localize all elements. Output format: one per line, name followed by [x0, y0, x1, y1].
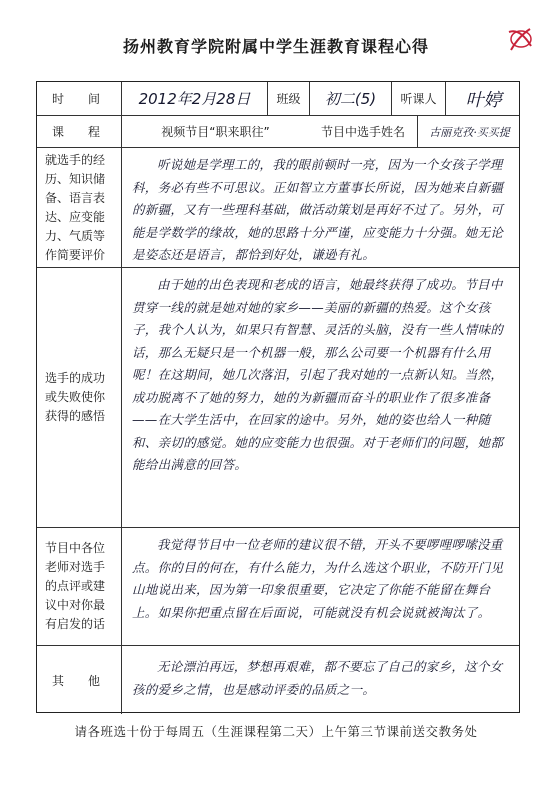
- form-table: [36, 81, 520, 713]
- class-label: 班级: [267, 82, 309, 115]
- listener-value: 叶婷: [445, 82, 521, 115]
- contestant-value: 古丽克孜·买买提: [417, 116, 521, 147]
- time-value: 2012年2月28日: [121, 82, 267, 115]
- course-label: 课 程: [51, 125, 106, 139]
- insight-label: 选手的成功或失败使你获得的感悟: [45, 371, 106, 423]
- advice-area: [121, 528, 521, 645]
- page-title: 扬州教育学院附属中学生涯教育课程心得: [122, 37, 429, 56]
- insight-text: 由于她的出色表现和老成的语言，她最终获得了成功。节目中贯穿一线的就是她对她的家乡——美丽的新疆的热爱。这个女孩子，我个人认为，如果只有智慧、灵活的头脑，没有一些人情味的话，那么无疑只是一个机器一般，那么公司要一个机器有什么用呢！在这期间，她几次落泪，引起了我对她的一点新认知。当然，成功脱离不了她的努力，她的为新疆而奋斗的职业作了很多准备——在大学生活中，在回家的途中。另外，她的姿也给人一种随和、亲切的感觉。她的应变能力也很强。对于老师们的问题，她都能给出满意的回答。: [132, 277, 504, 472]
- footer-note: 请各班选十份于每周五（生涯课程第二天）上午第三节课前送交教务处: [74, 724, 478, 739]
- header-row: [37, 82, 519, 116]
- class-value: 初二(5): [309, 82, 391, 115]
- listener-label: 听课人: [391, 82, 445, 115]
- contestant-label: 节目中选手姓名: [320, 125, 405, 139]
- advice-section: [37, 528, 519, 646]
- course-row: [37, 116, 519, 148]
- other-area: [121, 646, 521, 714]
- advice-text: 我觉得节目中一位老师的建议很不错，开头不要啰哩啰嗦没重点。你的目的何在，有什么能力，为什么选这个职业，不防开门见山地说出来，因为第一印象很重要，它决定了你能不能留在舞台上。如果你把重点留在后面说，可能就没有机会说就被淘汰了。: [132, 537, 504, 620]
- evaluation-area: [121, 148, 521, 267]
- time-label: 时 间: [51, 92, 106, 106]
- other-text: 无论漂泊再远，梦想再艰难，都不要忘了自己的家乡，这个女孩的爱乡之情，也是感动评委的品质之一。: [132, 659, 503, 697]
- evaluation-text: 听说她是学理工的，我的眼前顿时一亮，因为一个女孩子学理科，务必有些不可思议。正如智立方董事长所说，因为她来自新疆的新疆，又有一些理科基础，做活动策划是再好不过了。另外，可能是学数学的缘故，她的思路十分严谨，应变能力十分强。她无论是姿态还是语言，都恰到好处，谦逊有礼。: [132, 157, 504, 262]
- red-mark-icon: [505, 24, 535, 54]
- evaluation-label: 就选手的经历、知识储备、语言表达、应变能力、气质等作简要评价: [45, 152, 106, 262]
- course-value: 视频节目“职来职往”: [121, 116, 309, 147]
- insight-section: [37, 268, 519, 528]
- evaluation-section: [37, 148, 519, 268]
- insight-area: [121, 268, 521, 527]
- other-label: 其 他: [51, 673, 106, 688]
- advice-label: 节目中各位老师对选手的点评或建议中对你最有启发的话: [45, 541, 106, 631]
- other-section: [37, 646, 519, 714]
